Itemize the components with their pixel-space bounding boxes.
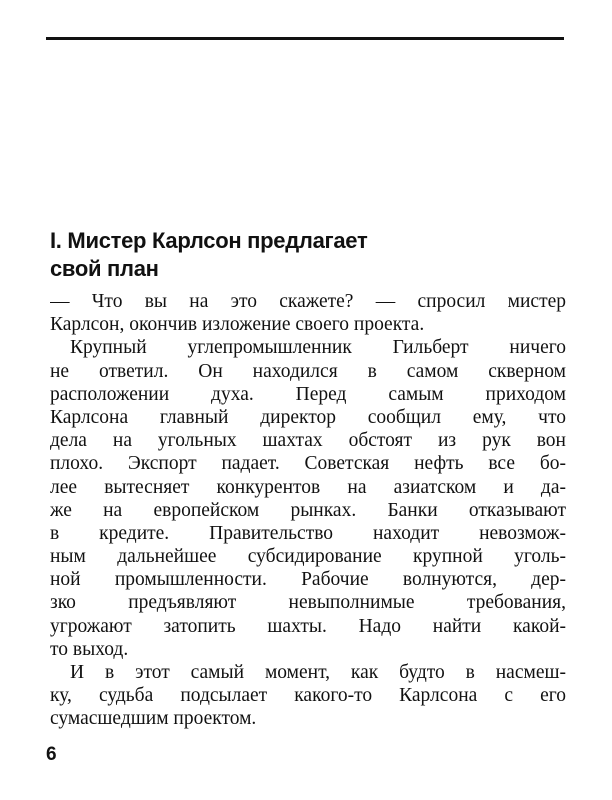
paragraph-2	[50, 336, 566, 661]
page-number: 6	[46, 744, 57, 765]
text-line: Крупный углепромышленник Гильберт ничего	[70, 337, 566, 359]
text-line: то выход.	[50, 638, 129, 660]
text-line: Карлсон, окончив изложение своего проекта.	[50, 314, 425, 336]
text-line: Карлсона главный директор сообщил ему, что	[50, 406, 566, 428]
text-line: в кредите. Правительство находит невозмож-	[50, 522, 566, 544]
text-line: дела на угольных шахтах обстоят из рук вон	[50, 430, 566, 452]
text-line: — Что вы на это скажете? — спросил мистер	[50, 291, 566, 312]
text-line: ным дальнейшее субсидирование крупной уголь-	[50, 546, 566, 568]
chapter-heading-line-1: I. Мистер Карлсон предлагает	[50, 228, 368, 253]
top-rule	[46, 37, 564, 40]
text-line: ной промышленности. Рабочие волнуются, дер-	[50, 569, 566, 591]
text-line: зко предъявляют невыполнимые требования,	[50, 592, 566, 614]
paragraph-3	[50, 661, 566, 731]
text-line: ку, судьба подсылает какого-то Карлсона с его	[50, 685, 566, 707]
text-line: угрожают затопить шахты. Надо найти какой-	[50, 615, 566, 637]
text-line: же на европейском рынках. Банки отказывают	[50, 499, 566, 521]
text-line: плохо. Экспорт падает. Советская нефть все бо-	[50, 453, 566, 475]
text-line: расположении духа. Перед самым приходом	[50, 383, 566, 405]
body-text	[50, 290, 566, 731]
text-line: И в этот самый момент, как будто в насмеш-	[70, 662, 566, 683]
chapter-heading-line-2: свой план	[50, 256, 159, 281]
chapter-heading	[50, 227, 550, 283]
paragraph-1	[50, 290, 566, 336]
text-line: лее вытесняет конкурентов на азиатском и да-	[50, 476, 566, 498]
text-line: сумасшедшим проектом.	[50, 708, 257, 730]
text-line: не ответил. Он находился в самом скверном	[50, 360, 566, 382]
